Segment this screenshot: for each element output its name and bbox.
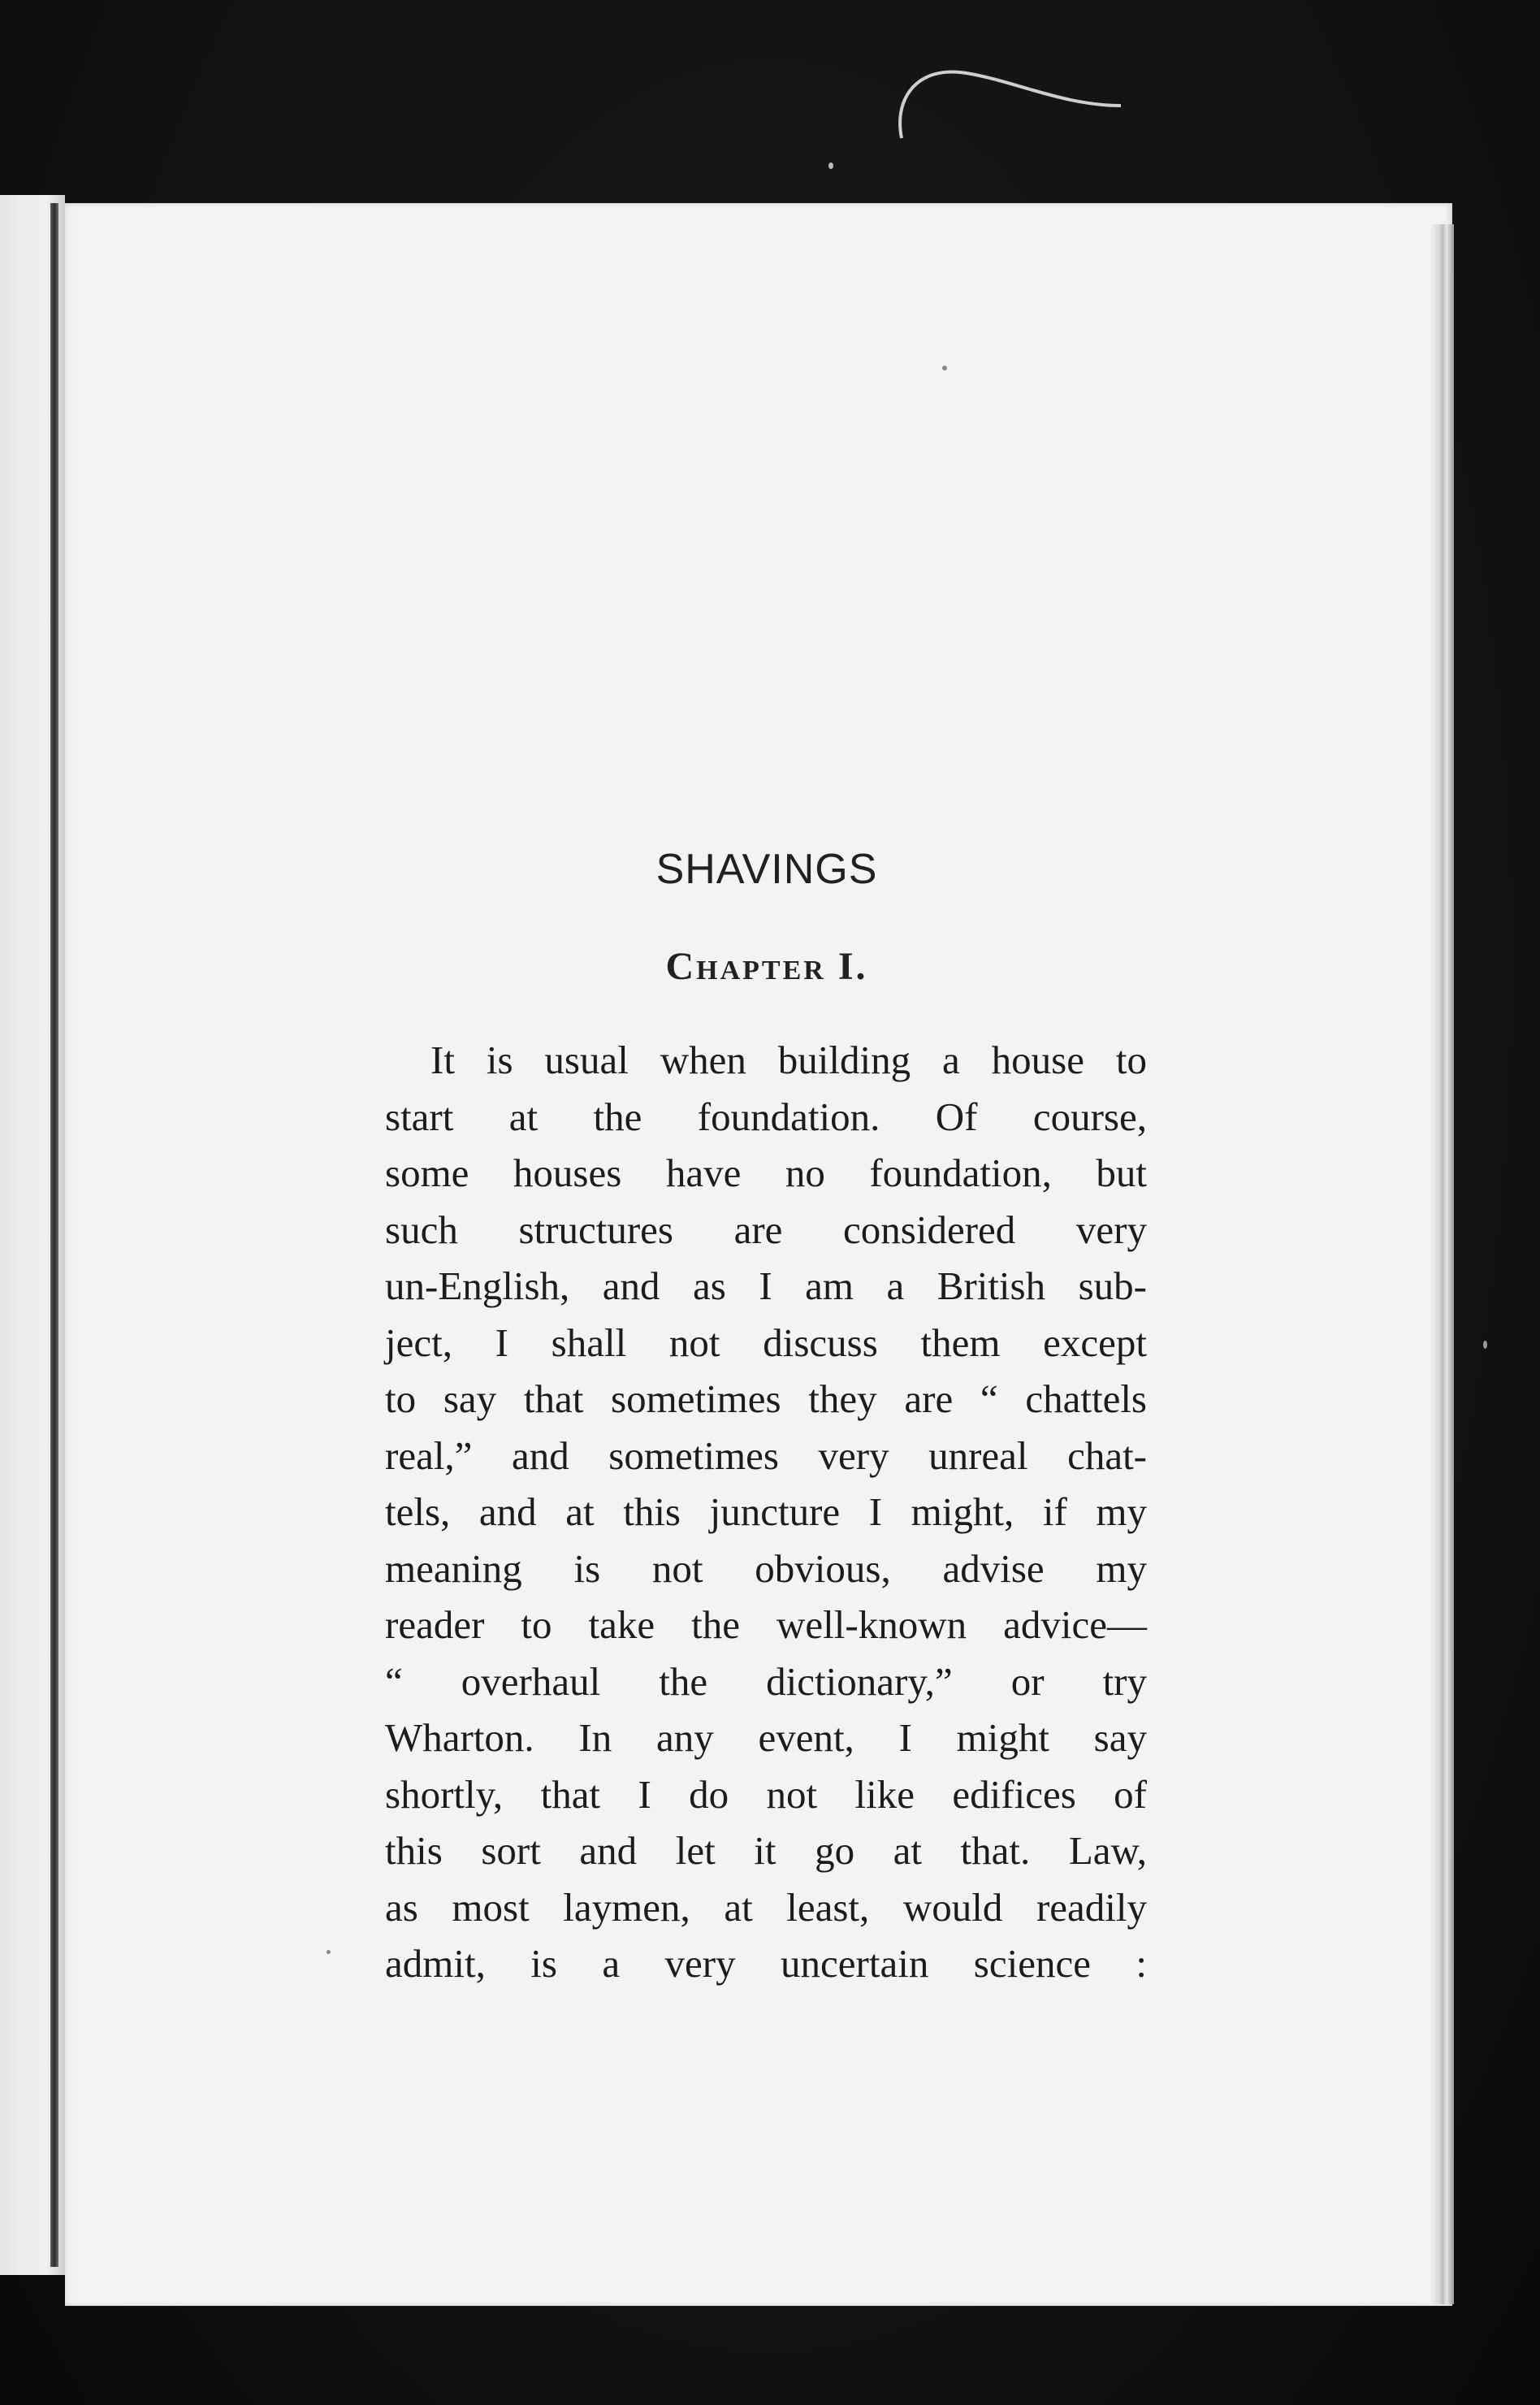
- film-scratch-mark: [885, 49, 1129, 146]
- text-line: Wharton. In any event, I might say: [385, 1715, 1147, 1760]
- film-dust-speck: [828, 162, 833, 169]
- text-line: some houses have no foundation, but: [385, 1150, 1147, 1195]
- text-line: as most laymen, at least, would readily: [385, 1884, 1147, 1930]
- film-dust-speck: [942, 366, 947, 370]
- text-line: “ overhaul the dictionary,” or try: [385, 1658, 1147, 1704]
- book-gutter: [50, 203, 58, 2267]
- chapter-paragraph: [385, 1032, 1147, 1992]
- text-line: tels, and at this juncture I might, if my: [385, 1489, 1147, 1534]
- text-line: this sort and let it go at that. Law,: [385, 1828, 1147, 1873]
- text-line: such structures are considered very: [385, 1207, 1147, 1252]
- text-line: shortly, that I do not like edifices of: [385, 1771, 1147, 1817]
- book-title: SHAVINGS: [655, 846, 878, 893]
- text-line: It is usual when building a house to: [430, 1038, 1147, 1082]
- film-dust-speck: [327, 1950, 331, 1954]
- page-stack-edge: [1430, 224, 1454, 2304]
- text-line: ject, I shall not discuss them except: [385, 1320, 1147, 1365]
- text-line: un-English, and as I am a British sub-: [385, 1263, 1147, 1308]
- text-line: meaning is not obvious, advise my: [385, 1545, 1147, 1591]
- text-line: real,” and sometimes very unreal chat-: [385, 1432, 1147, 1478]
- text-line: start at the foundation. Of course,: [385, 1094, 1147, 1139]
- text-line: admit, is a very uncertain science :: [385, 1941, 1147, 1986]
- book-page: [65, 203, 1452, 2306]
- film-dust-speck: [1483, 1341, 1487, 1349]
- text-line: to say that sometimes they are “ chattels: [385, 1376, 1147, 1421]
- chapter-heading: Chapter I.: [665, 945, 868, 988]
- text-line: reader to take the well-known advice—: [385, 1602, 1147, 1647]
